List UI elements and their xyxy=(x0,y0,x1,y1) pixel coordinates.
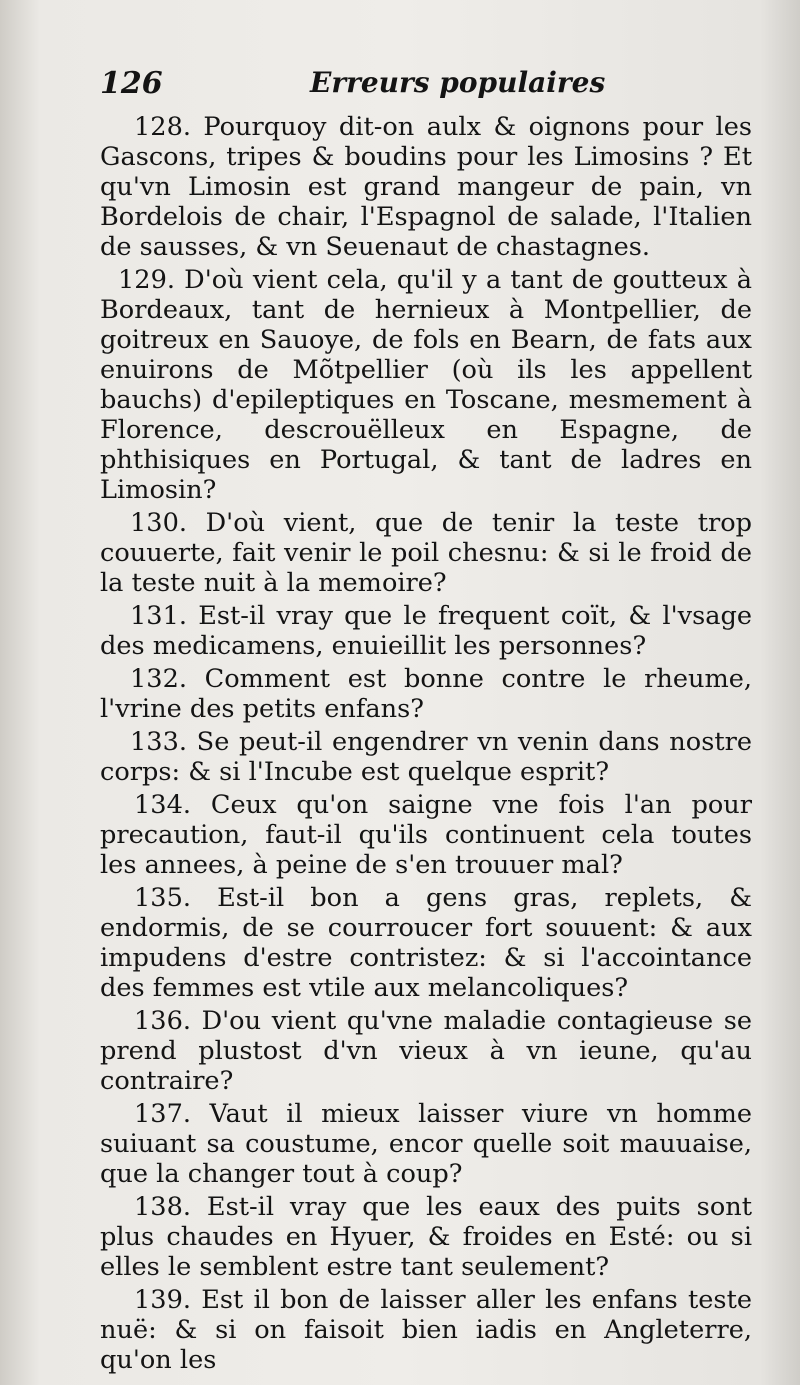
body-text xyxy=(100,112,752,1378)
entry-131: 131. Est-il vray que le frequent coït, & l'vsage des medicamens, enuieillit les personnes? xyxy=(100,601,752,661)
entry-134: 134. Ceux qu'on saigne vne fois l'an pour precaution, faut-il qu'ils continuent cela toutes les annees, à peine de s'en trouuer mal? xyxy=(100,790,752,880)
entry-132: 132. Comment est bonne contre le rheume, l'vrine des petits enfans? xyxy=(100,664,752,724)
entry-139: 139. Est il bon de laisser aller les enfans teste nuë: & si on faisoit bien iadis en Angleterre, qu'on les xyxy=(100,1285,752,1375)
entry-129: 129. D'où vient cela, qu'il y a tant de goutteux à Bordeaux, tant de hernieux à Montpellier, de goitreux en Sauoye, de fols en Bearn, de fats aux enuirons de Mõtpellier (où ils les appellent bauchs) d'epileptiques en Toscane, mesmement à Florence, descrouëlleux en Espagne, de phthisiques en Portugal, & tant de ladres en Limosin? xyxy=(100,265,752,505)
page-header xyxy=(100,66,760,110)
running-title: Erreurs populaires xyxy=(310,66,606,99)
page-number: 126 xyxy=(100,66,163,101)
entry-136: 136. D'ou vient qu'vne maladie contagieuse se prend plustost d'vn vieux à vn ieune, qu'au contraire? xyxy=(100,1006,752,1096)
entry-137: 137. Vaut il mieux laisser viure vn homme suiuant sa coustume, encor quelle soit mauuaise, que la changer tout à coup? xyxy=(100,1099,752,1189)
entry-135: 135. Est-il bon a gens gras, replets, & endormis, de se courroucer fort souuent: & aux impudens d'estre contristez: & si l'accointance des femmes est vtile aux melancoliques? xyxy=(100,883,752,1003)
entry-133: 133. Se peut-il engendrer vn venin dans nostre corps: & si l'Incube est quelque esprit? xyxy=(100,727,752,787)
entry-138: 138. Est-il vray que les eaux des puits sont plus chaudes en Hyuer, & froides en Esté: ou si elles le semblent estre tant seulement? xyxy=(100,1192,752,1282)
entry-128: 128. Pourquoy dit-on aulx & oignons pour les Gascons, tripes & boudins pour les Limosins ? Et qu'vn Limosin est grand mangeur de pain, vn Bordelois de chair, l'Espagnol de salade, l'Italien de sausses, & vn Seuenaut de chastagnes. xyxy=(100,112,752,262)
entry-130: 130. D'où vient, que de tenir la teste trop couuerte, fait venir le poil chesnu: & si le froid de la teste nuit à la memoire? xyxy=(100,508,752,598)
